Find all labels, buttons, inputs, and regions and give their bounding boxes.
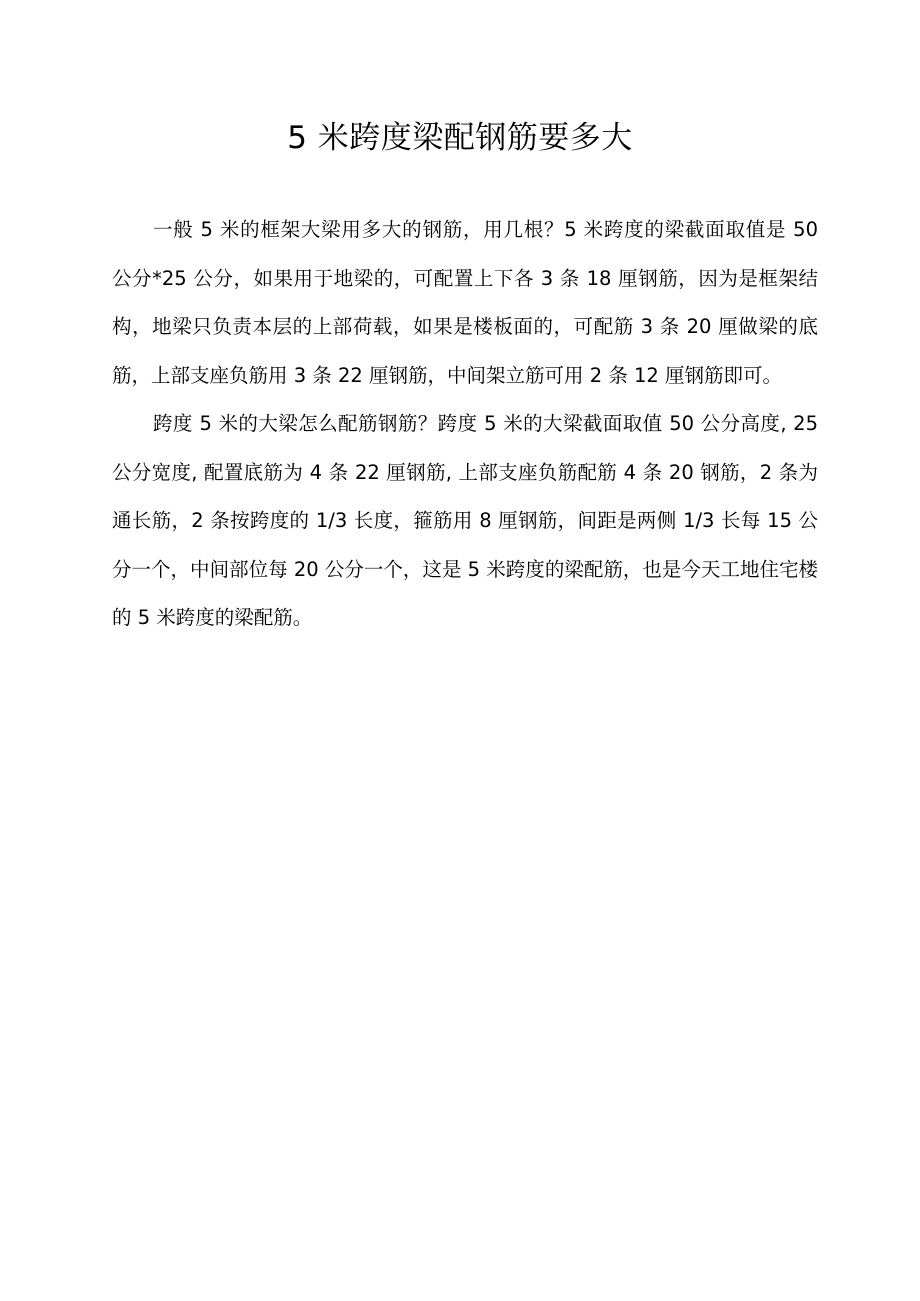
paragraph-2: 跨度 5 米的大梁怎么配筋钢筋？跨度 5 米的大梁截面取值 50 公分高度, 25 公分宽度, 配置底筋为 4 条 22 厘钢筋, 上部支座负筋配筋 4 条 20 钢筋，2 条为通长筋，2 条按跨度的 1/3 长度，箍筋用 8 厘钢筋，间距是两侧 1/3 长每 15 公分一个，中间部位每 20 公分一个，这是 5 米跨度的梁配筋，也是今天工地住宅楼的 5 米跨度的梁配筋。: [112, 412, 818, 629]
document-body: [112, 206, 818, 643]
paragraph-1: 一般 5 米的框架大梁用多大的钢筋，用几根？5 米跨度的梁截面取值是 50 公分*25 公分，如果用于地梁的，可配置上下各 3 条 18 厘钢筋，因为是框架结构，地梁只负责本层的上部荷载，如果是楼板面的，可配筋 3 条 20 厘做梁的底筋，上部支座负筋用 3 条 22 厘钢筋，中间架立筋可用 2 条 12 厘钢筋即可。: [112, 218, 818, 387]
document-title: 5 米跨度梁配钢筋要多大: [287, 120, 633, 156]
